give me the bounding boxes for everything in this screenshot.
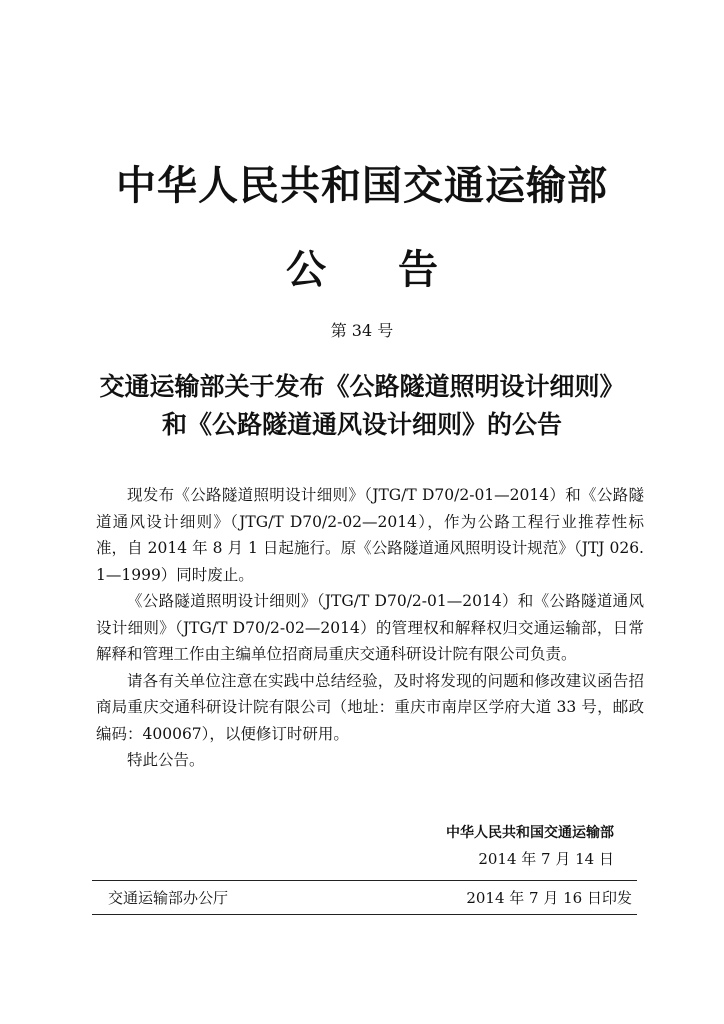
ministry-title: 中华人民共和国交通运输部 <box>116 163 608 209</box>
notice-heading <box>0 244 724 296</box>
signature-block <box>446 820 614 872</box>
body-paragraph-4: 特此公告。 <box>127 751 205 769</box>
notice-number: 第 34 号 <box>330 321 394 340</box>
notice-heading-right: 告 <box>398 247 438 293</box>
footer-print-date: 2014 年 7 月 16 日印发 <box>466 889 632 907</box>
signature-org: 中华人民共和国交通运输部 <box>446 825 614 841</box>
signature-date: 2014 年 7 月 14 日 <box>478 850 614 868</box>
footer-office: 交通运输部办公厅 <box>108 889 229 907</box>
body-paragraph-3: 请各有关单位注意在实践中总结经验，及时将发现的问题和修改建议函告招商局重庆交通科研设计院有限公司（地址：重庆市南岸区学府大道 33 号，邮政编码：400067），以便修订时研用。 <box>96 671 644 743</box>
subject-line-1: 交通运输部关于发布《公路隧道照明设计细则》 <box>99 372 625 401</box>
footer-rule-top <box>92 880 637 881</box>
subject-line-2: 和《公路隧道通风设计细则》的公告 <box>161 410 562 439</box>
body-paragraph-1: 现发布《公路隧道照明设计细则》（JTG/T D70/2-01—2014）和《公路隧道通风设计细则》（JTG/T D70/2-02—2014），作为公路工程行业推荐性标准，自 2014 年 8 月 1 日起施行。原《公路隧道通风照明设计规范》（JTJ 026. 1—1999）同时废止。 <box>96 486 644 584</box>
notice-body <box>96 482 644 774</box>
notice-heading-left: 公 <box>286 247 326 293</box>
body-paragraph-2: 《公路隧道照明设计细则》（JTG/T D70/2-01—2014）和《公路隧道通风设计细则》（JTG/T D70/2-02—2014）的管理权和解释权归交通运输部，日常解释和管理工作由主编单位招商局重庆交通科研设计院有限公司负责。 <box>96 592 644 663</box>
footer-rule-bottom <box>92 914 637 915</box>
notice-subject <box>0 368 724 444</box>
